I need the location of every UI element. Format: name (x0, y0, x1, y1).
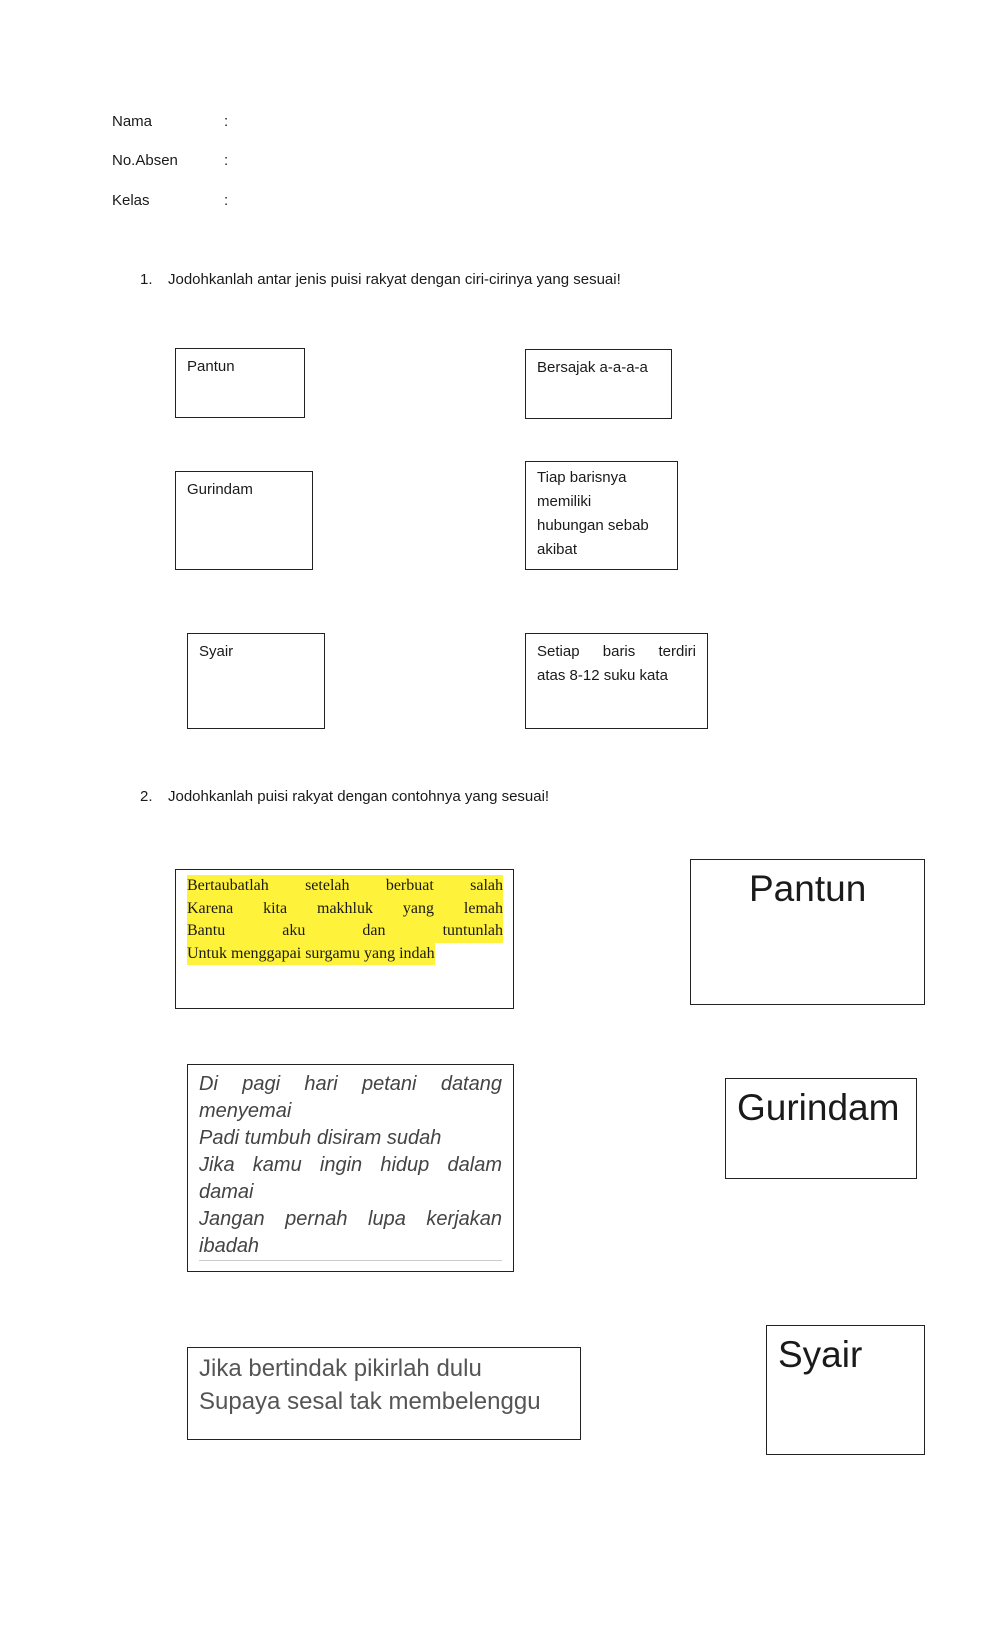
q1-characteristic-c-line: Setiap baris terdiri (537, 643, 696, 660)
q2-label-gurindam: Gurindam (737, 1087, 900, 1128)
q2-example-2-line: Padi tumbuh disiram sudah (199, 1127, 442, 1149)
q1-characteristic-b-line: Tiap barisnya (537, 469, 627, 486)
q1-characteristic-c-box[interactable] (525, 633, 708, 729)
q2-example-3-line: Supaya sesal tak membelenggu (199, 1388, 541, 1415)
q1-characteristic-a-box[interactable] (525, 349, 672, 419)
q2-example-2-line: Di pagi hari petani datang (199, 1073, 502, 1095)
question-1-text: Jodohkanlah antar jenis puisi rakyat dengan ciri-cirinya yang sesuai! (168, 271, 621, 288)
q1-characteristic-c-line: atas 8-12 suku kata (537, 667, 668, 684)
q2-label-syair-box[interactable] (766, 1325, 925, 1455)
q2-example-2-line: damai (199, 1181, 254, 1203)
q1-type-gurindam-label: Gurindam (187, 481, 253, 498)
q2-example-2-line: Jika kamu ingin hidup dalam (199, 1154, 502, 1176)
q1-type-gurindam-box[interactable] (175, 471, 313, 570)
field-label-no-absen: No.Absen (112, 152, 178, 169)
q1-type-syair-label: Syair (199, 643, 234, 660)
question-2-text: Jodohkanlah puisi rakyat dengan contohnya yang sesuai! (168, 788, 550, 805)
field-label-nama: Nama (112, 113, 153, 130)
question-2-number: 2. (140, 788, 153, 805)
q1-type-syair-box[interactable] (187, 633, 325, 729)
q2-example-1-line: Bertaubatlah setelah berbuat salah (187, 875, 503, 898)
q2-example-2-box[interactable] (187, 1064, 514, 1272)
q1-type-pantun-label: Pantun (187, 358, 235, 375)
q1-characteristic-b-line: hubungan sebab (537, 517, 649, 534)
q1-characteristic-b-line: memiliki (537, 493, 592, 510)
q2-example-3-box[interactable] (187, 1347, 581, 1440)
q2-example-2-line: Jangan pernah lupa kerjakan (199, 1208, 502, 1230)
q1-characteristic-b-line: akibat (537, 541, 578, 558)
q1-characteristic-b-box[interactable] (525, 461, 678, 570)
q2-label-gurindam-box[interactable] (725, 1078, 917, 1179)
q1-type-pantun-box[interactable] (175, 348, 305, 418)
q2-label-pantun-box[interactable] (690, 859, 925, 1005)
q2-example-1-box[interactable] (175, 869, 514, 1009)
q2-example-1-line: Bantu aku dan tuntunlah (187, 920, 503, 943)
q2-example-2-line: ibadah (199, 1233, 502, 1261)
field-colon-nama: : (224, 113, 229, 130)
field-colon-no-absen: : (224, 152, 229, 169)
field-colon-kelas: : (224, 192, 229, 209)
q2-label-syair: Syair (778, 1334, 863, 1375)
field-label-kelas: Kelas (112, 192, 150, 209)
q2-label-pantun: Pantun (749, 868, 867, 909)
q2-example-3-line: Jika bertindak pikirlah dulu (199, 1355, 482, 1382)
q2-example-1-line: Karena kita makhluk yang lemah (187, 898, 503, 921)
q2-example-1-line: Untuk menggapai surgamu yang indah (187, 943, 435, 966)
q2-example-2-line: menyemai (199, 1100, 292, 1122)
q1-characteristic-a-text: Bersajak a-a-a-a (537, 359, 648, 376)
question-1-number: 1. (140, 271, 153, 288)
